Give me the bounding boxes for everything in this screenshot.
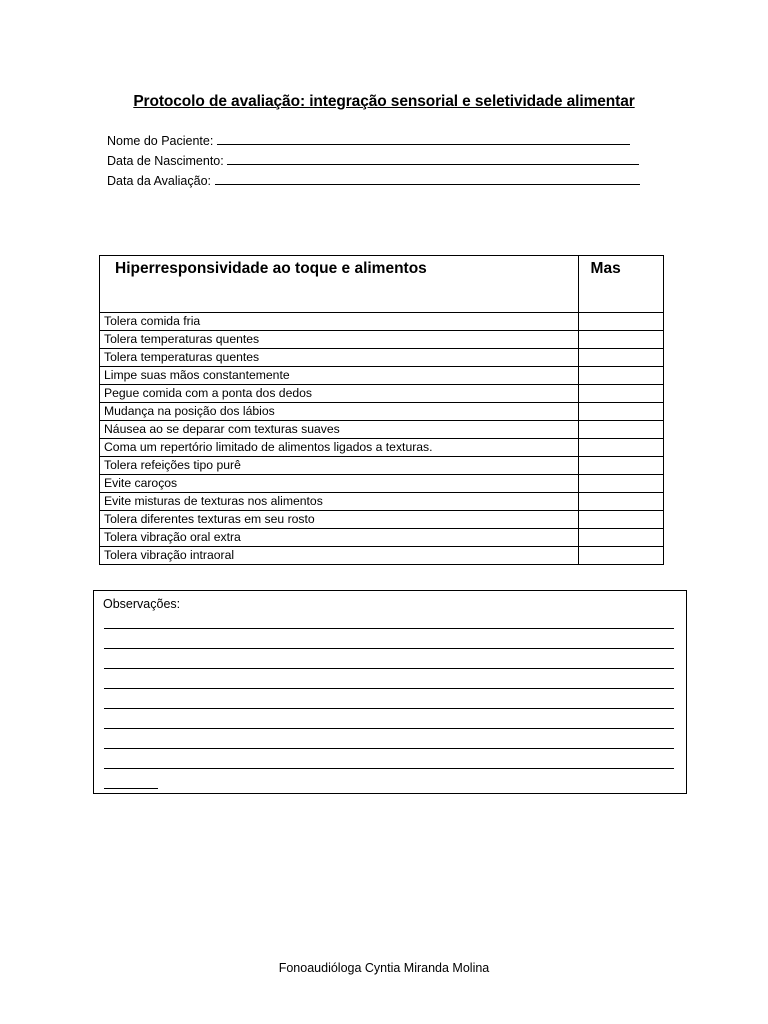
table-cell-item: Evite caroços [100,475,579,493]
table-cell-mark [578,475,663,493]
observation-line [104,628,674,629]
observation-line-end [104,788,158,789]
table-cell-item: Tolera diferentes texturas em seu rosto [100,511,579,529]
table-row [100,493,664,511]
table-row [100,529,664,547]
table-header-row [100,256,664,313]
observations-label: Observações: [103,597,181,611]
evaluation-date-field [107,171,640,191]
table-row [100,457,664,475]
table-cell-item: Náusea ao se deparar com texturas suaves [100,421,579,439]
table-header-column2: Mas [578,256,663,313]
table-row [100,313,664,331]
table-cell-mark [578,529,663,547]
table-cell-item: Tolera vibração intraoral [100,547,579,565]
patient-name-field [107,131,640,151]
table-cell-mark [578,511,663,529]
table-cell-item: Mudança na posição dos lábios [100,403,579,421]
table-cell-item: Tolera refeições tipo purê [100,457,579,475]
table-cell-mark [578,421,663,439]
table-cell-mark [578,331,663,349]
observation-line [104,688,674,689]
table-cell-item: Tolera temperaturas quentes [100,349,579,367]
table-row [100,547,664,565]
evaluation-date-blank [215,171,640,185]
table-row [100,385,664,403]
patient-name-label: Nome do Paciente: [107,134,214,148]
observation-line [104,748,674,749]
table-cell-mark [578,439,663,457]
table-row [100,421,664,439]
assessment-table [99,255,664,565]
table-row [100,403,664,421]
table-cell-mark [578,313,663,331]
evaluation-date-label: Data da Avaliação: [107,174,212,188]
table-row [100,511,664,529]
table-cell-item: Evite misturas de texturas nos alimentos [100,493,579,511]
observation-line [104,768,674,769]
birth-date-field [107,151,640,171]
footer-signature: Fonoaudióloga Cyntia Miranda Molina [278,961,490,975]
table-body [100,313,664,565]
table-row [100,439,664,457]
table-header-category: Hiperresponsividade ao toque e alimentos [100,256,579,313]
observation-line [104,728,674,729]
document-title: Protocolo de avaliação: integração sensorial e seletividade alimentar [133,93,635,110]
observation-line [104,668,674,669]
table-row [100,367,664,385]
table-cell-item: Tolera temperaturas quentes [100,331,579,349]
observation-line [104,648,674,649]
table-cell-mark [578,349,663,367]
table-row [100,475,664,493]
table-cell-mark [578,547,663,565]
table-cell-item: Tolera comida fria [100,313,579,331]
table-cell-item: Coma um repertório limitado de alimentos ligados a texturas. [100,439,579,457]
observations-box [93,590,687,794]
birth-date-blank [227,151,639,165]
table-cell-item: Tolera vibração oral extra [100,529,579,547]
table-cell-mark [578,493,663,511]
table-cell-item: Pegue comida com a ponta dos dedos [100,385,579,403]
table-cell-mark [578,385,663,403]
table-cell-mark [578,367,663,385]
table-row [100,349,664,367]
patient-name-blank [217,131,630,145]
birth-date-label: Data de Nascimento: [107,154,224,168]
patient-info-fields [107,131,640,191]
table-row [100,331,664,349]
table-cell-item: Limpe suas mãos constantemente [100,367,579,385]
table-cell-mark [578,403,663,421]
table-cell-mark [578,457,663,475]
observation-line [104,708,674,709]
